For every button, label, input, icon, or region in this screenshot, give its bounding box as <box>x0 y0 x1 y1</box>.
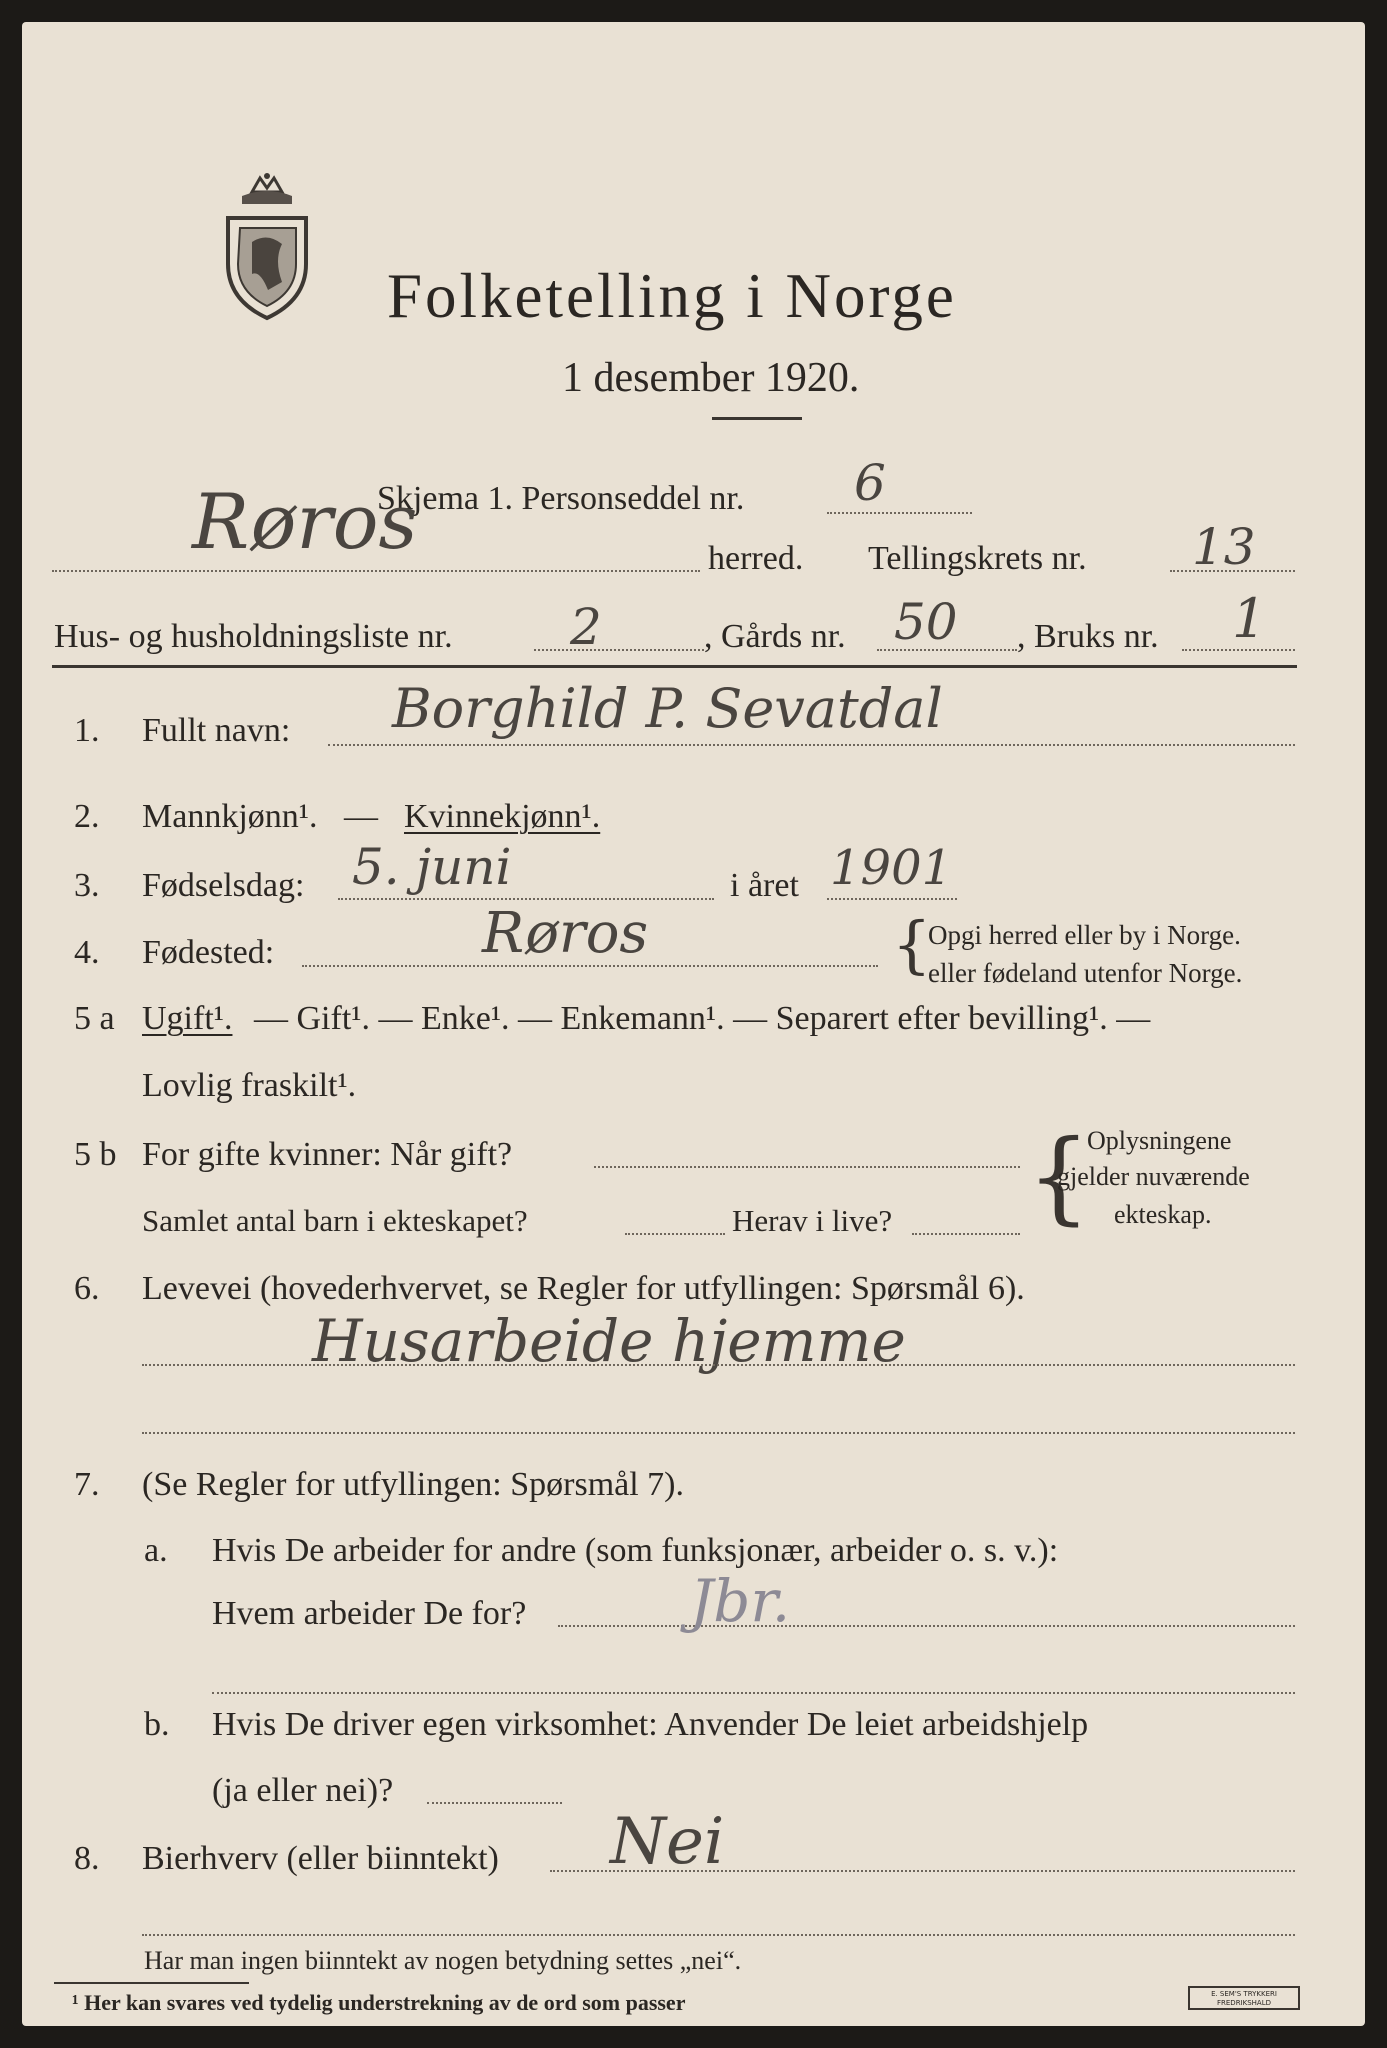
side-income-value: Nei <box>610 1805 725 1879</box>
q5b-note-line1: Oplysningene <box>1087 1126 1232 1155</box>
tellingskrets-label: Tellingskrets nr. <box>868 540 1087 577</box>
q4-note-line1: Opgi herred eller by i Norge. <box>928 920 1241 950</box>
children-count-label: Samlet antal barn i ekteskapet? <box>142 1203 528 1238</box>
printer-stamp-text: E. SEM'S TRYKKERI FREDRIKSHALD <box>1211 1990 1277 2007</box>
marital-divorced-option[interactable]: Lovlig fraskilt¹. <box>142 1067 357 1104</box>
title-divider <box>712 417 802 420</box>
q3-number: 3. <box>74 867 100 904</box>
marital-unmarried-option[interactable]: Ugift¹. <box>142 1000 233 1037</box>
gender-separator: — <box>344 798 378 835</box>
q5b-note-line3: ekteskap. <box>1114 1200 1212 1229</box>
q7b-label: Hvis De driver egen virksomhet: Anvender De leiet arbeidshjelp <box>212 1706 1089 1743</box>
occupation-field[interactable] <box>142 1364 1295 1366</box>
q7a-number: a. <box>144 1532 168 1569</box>
q7-label: (Se Regler for utfyllingen: Spørsmål 7). <box>142 1466 685 1503</box>
q1-label: Fullt navn: <box>142 712 291 749</box>
children-alive-label: Herav i live? <box>732 1203 893 1238</box>
full-name-value: Borghild P. Sevatdal <box>392 677 943 740</box>
q7b-question: (ja eller nei)? <box>212 1772 394 1809</box>
birthday-value: 5. juni <box>352 838 512 896</box>
schema-label: Skjema 1. Personseddel nr. <box>377 480 745 517</box>
footnote: ¹ Her kan svares ved tydelig understrekning av de ord som passer <box>72 1990 686 2015</box>
q6-number: 6. <box>74 1270 100 1307</box>
children-alive-field[interactable] <box>912 1233 1020 1235</box>
schema-nr-value: 6 <box>854 454 886 512</box>
occupation-field-line2[interactable] <box>142 1432 1295 1434</box>
printer-stamp <box>1188 1986 1300 2010</box>
q7a-label: Hvis De arbeider for andre (som funksjonær, arbeider o. s. v.): <box>212 1532 1059 1569</box>
birth-year-value: 1901 <box>830 840 953 896</box>
household-list-label: Hus- og husholdningsliste nr. <box>54 618 453 655</box>
municipality-field[interactable] <box>52 570 700 572</box>
census-date: 1 desember 1920. <box>562 355 860 401</box>
q5b-number: 5 b <box>74 1136 117 1173</box>
q1-number: 1. <box>74 712 100 749</box>
footer-note: Har man ingen biinntekt av nogen betydning settes „nei“. <box>144 1946 742 1975</box>
household-list-field[interactable] <box>534 649 704 651</box>
gards-value: 50 <box>894 593 958 651</box>
birthday-field[interactable] <box>338 898 714 900</box>
tellingskrets-value: 13 <box>1192 518 1256 576</box>
q5a-number: 5 a <box>74 1000 115 1037</box>
children-count-field[interactable] <box>625 1233 725 1235</box>
q4-number: 4. <box>74 934 100 971</box>
employer-field-line2[interactable] <box>212 1692 1295 1694</box>
gender-female-option[interactable]: Kvinnekjønn¹. <box>404 798 601 835</box>
marital-other-options[interactable]: — Gift¹. — Enke¹. — Enkemann¹. — Separert efter bevilling¹. — <box>254 1000 1151 1037</box>
municipality-value: Røros <box>192 477 418 566</box>
q8-label: Bierhverv (eller biinntekt) <box>142 1840 499 1877</box>
household-list-value: 2 <box>570 598 602 656</box>
q4-label: Fødested: <box>142 934 275 971</box>
birth-year-label: i året <box>730 867 799 904</box>
birth-year-field[interactable] <box>827 898 957 900</box>
q5b-label: For gifte kvinner: Når gift? <box>142 1136 513 1173</box>
occupation-value: Husarbeide hjemme <box>312 1307 906 1375</box>
side-income-field-line2[interactable] <box>142 1934 1295 1936</box>
form-title: Folketelling i Norge <box>387 261 957 331</box>
q3-label: Fødselsdag: <box>142 867 305 904</box>
herred-label: herred. <box>708 540 804 577</box>
birthplace-value: Røros <box>482 901 649 966</box>
footnote-divider <box>54 1982 249 1984</box>
schema-nr-field[interactable] <box>827 512 972 514</box>
full-name-field[interactable] <box>328 744 1295 746</box>
q4-note-line2: eller fødeland utenfor Norge. <box>928 958 1243 988</box>
q6-label: Levevei (hovederhvervet, se Regler for utfyllingen: Spørsmål 6). <box>142 1270 1025 1307</box>
q4-note-brace: { <box>892 908 932 981</box>
q7a-question: Hvem arbeider De for? <box>212 1595 527 1632</box>
bruks-label: , Bruks nr. <box>1017 618 1159 655</box>
header-divider <box>52 665 1297 668</box>
gender-male-option[interactable]: Mannkjønn¹. <box>142 798 318 835</box>
bruks-value: 1 <box>1232 587 1267 650</box>
q5b-note-brace: { <box>1027 1118 1091 1235</box>
gards-label: , Gårds nr. <box>704 618 846 655</box>
q2-number: 2. <box>74 798 100 835</box>
census-form <box>22 22 1365 2026</box>
q5b-note-line2: gjelder nuværende <box>1057 1162 1250 1191</box>
employer-value: Jbr. <box>690 1567 791 1635</box>
q7b-number: b. <box>144 1706 170 1743</box>
q8-number: 8. <box>74 1840 100 1877</box>
married-when-field[interactable] <box>594 1166 1020 1168</box>
hired-help-field[interactable] <box>427 1802 562 1804</box>
coat-of-arms-icon <box>212 172 322 322</box>
q7-number: 7. <box>74 1466 100 1503</box>
employer-field[interactable] <box>558 1625 1295 1627</box>
